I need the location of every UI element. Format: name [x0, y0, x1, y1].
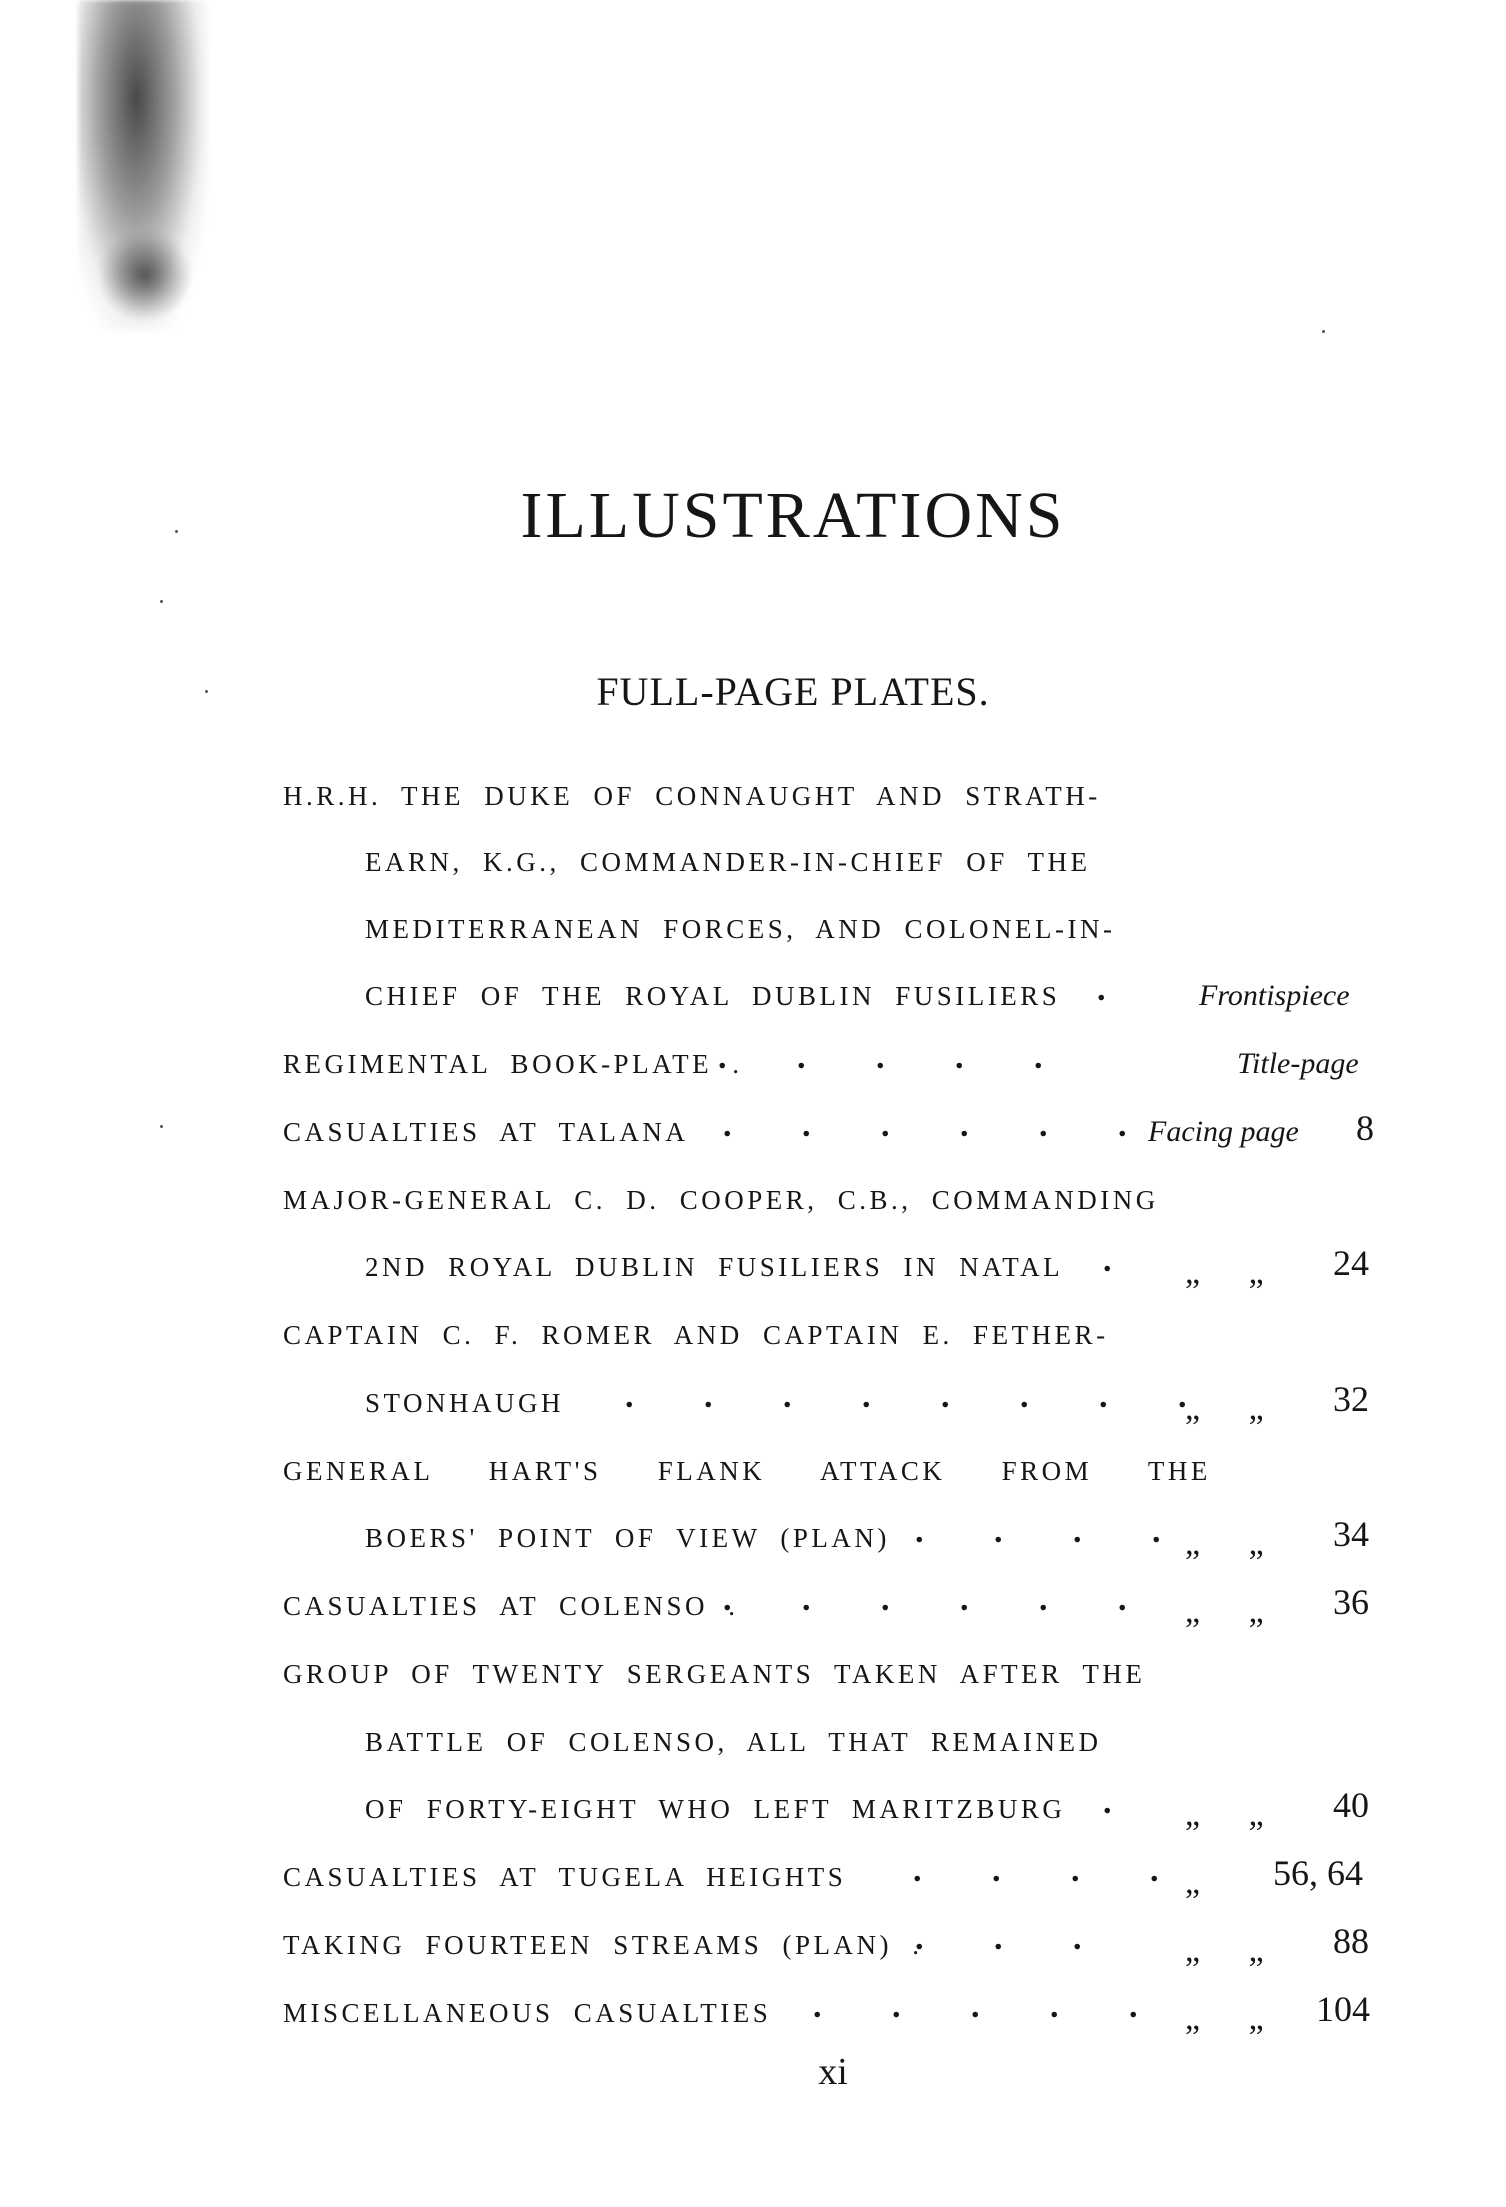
list-item: CAPTAIN C. F. ROMER AND CAPTAIN E. FETHER- [283, 1320, 1109, 1350]
page-reference: Frontispiece [1199, 979, 1350, 1012]
list-item: GROUP OF TWENTY SERGEANTS TAKEN AFTER THE [283, 1659, 1146, 1689]
ditto-marks: „ [1185, 1864, 1201, 1901]
list-item: TAKING FOURTEEN STREAMS (PLAN) . . . . „ „ 88 [283, 1919, 1383, 1971]
section-heading: FULL-PAGE PLATES. [596, 669, 990, 714]
leader-dots: . . . . . [813, 1988, 1138, 2025]
page-reference-label: Facing page [1148, 1115, 1299, 1148]
leader-dots: . . . . [913, 1852, 1159, 1889]
page-number: 88 [1333, 1921, 1369, 1961]
speck [160, 1125, 163, 1128]
list-item-continuation: OF FORTY-EIGHT WHO LEFT MARITZBURG . „ „ 40 [365, 1783, 1465, 1835]
ditto-marks: „ „ [1185, 1390, 1264, 1427]
leader-dots: . [1103, 1784, 1112, 1821]
list-item: REGIMENTAL BOOK-PLATE . . . . . . Title-page [283, 1038, 1383, 1090]
ditto-marks: „ „ [1185, 1254, 1264, 1291]
page-folio: xi [818, 2051, 848, 2093]
ditto-marks: „ „ [1185, 1932, 1264, 1969]
list-item: H.R.H. THE DUKE OF CONNAUGHT AND STRATH- [283, 781, 1101, 811]
ditto-marks: „ „ [1185, 1525, 1264, 1562]
list-item: MISCELLANEOUS CASUALTIES . . . . . „ „ 104 [283, 1987, 1383, 2039]
page-number: 8 [1356, 1108, 1374, 1148]
ditto-marks: „ „ [1185, 2000, 1264, 2037]
page-reference: Title-page [1237, 1047, 1359, 1080]
list-item: CASUALTIES AT COLENSO . . . . . . . „ „ 36 [283, 1580, 1383, 1632]
list-item: CASUALTIES AT TALANA . . . . . . Facing page 8 [283, 1106, 1383, 1158]
speck [160, 600, 163, 603]
list-item-continuation: 2ND ROYAL DUBLIN FUSILIERS IN NATAL . „ „ 24 [365, 1241, 1465, 1293]
list-item: CASUALTIES AT TUGELA HEIGHTS . . . . „ 56, 64 [283, 1851, 1383, 1903]
list-item-continuation: STONHAUGH . . . . . . . . „ „ 32 [365, 1377, 1465, 1429]
page-number: 40 [1333, 1785, 1369, 1825]
page-stain-blot [100, 230, 190, 320]
speck [1322, 330, 1325, 333]
ditto-marks: „ „ [1185, 1796, 1264, 1833]
page-number: 36 [1333, 1582, 1369, 1622]
page-number: 34 [1333, 1514, 1369, 1554]
leader-dots: . . . . . . . . [625, 1378, 1187, 1415]
leader-dots: . . . . . . [723, 1107, 1127, 1144]
page-number: 56, 64 [1273, 1853, 1363, 1893]
leader-dots: . . . . . . [723, 1581, 1127, 1618]
list-item-continuation: CHIEF OF THE ROYAL DUBLIN FUSILIERS . Frontispiece [365, 970, 1465, 1022]
list-item-continuation: BATTLE OF COLENSO, ALL THAT REMAINED [365, 1727, 1102, 1757]
ditto-marks: „ „ [1185, 1593, 1264, 1630]
page-number: 104 [1316, 1989, 1370, 2029]
list-item-continuation: BOERS' POINT OF VIEW (PLAN) . . . . „ „ 34 [365, 1512, 1465, 1564]
leader-dots: . [1103, 1242, 1112, 1279]
leader-dots: . . . [915, 1920, 1082, 1957]
page-title: ILLUSTRATIONS [520, 479, 1066, 552]
list-item-continuation: MEDITERRANEAN FORCES, AND COLONEL-IN- [365, 914, 1116, 944]
list-item: MAJOR-GENERAL C. D. COOPER, C.B., COMMANDING [283, 1185, 1159, 1215]
page-number: 24 [1333, 1243, 1369, 1283]
leader-dots: . . . . [915, 1513, 1161, 1550]
leader-dots: . [1097, 971, 1106, 1008]
page-number: 32 [1333, 1379, 1369, 1419]
leader-dots: . . . . . [718, 1039, 1043, 1076]
list-item-continuation: EARN, K.G., COMMANDER-IN-CHIEF OF THE [365, 847, 1091, 877]
list-item: GENERAL HART'S FLANK ATTACK FROM THE [283, 1456, 1211, 1486]
